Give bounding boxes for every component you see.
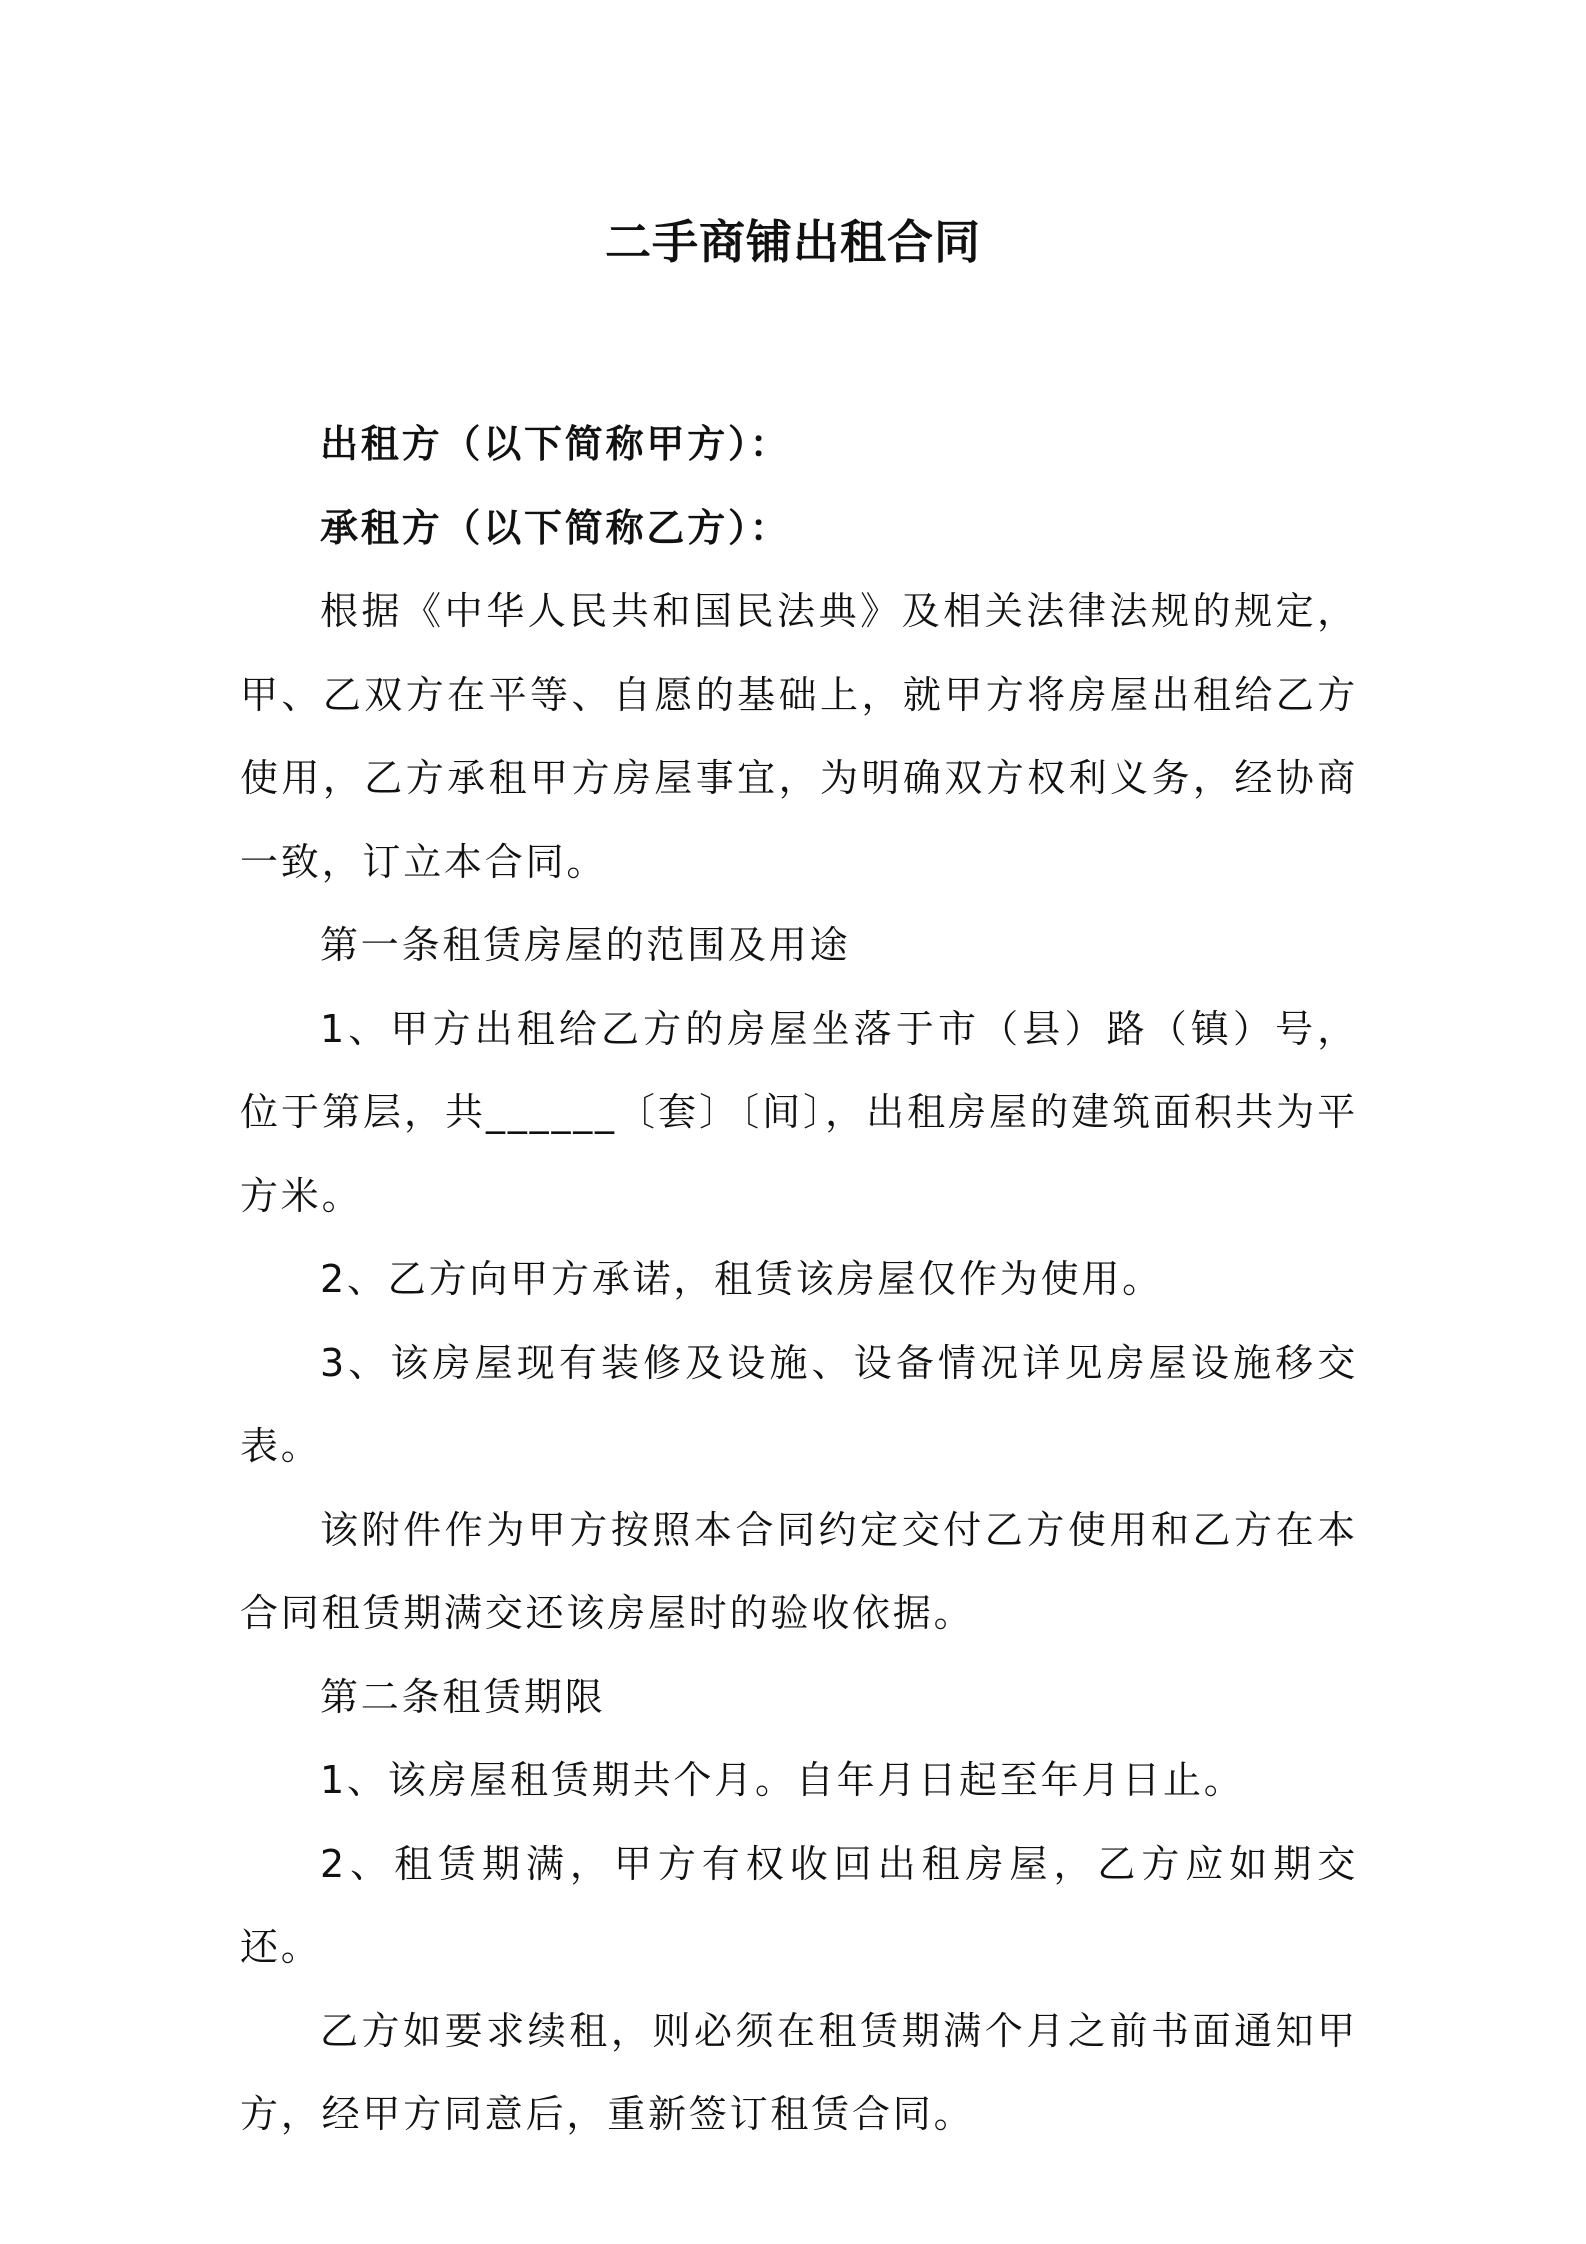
article-1-clause-1: 1、甲方出租给乙方的房屋坐落于市（县）路（镇）号，位于第层，共______〔套〕〔间〕，出租房屋的建筑面积共为平方米。 [240,1006,1358,1218]
article-2-clause-2: 2、租赁期满，甲方有权收回出租房屋，乙方应如期交还。 [240,1841,1358,1969]
article-1-heading: 第一条租赁房屋的范围及用途 [320,923,851,967]
lessee-line: 承租方（以下简称乙方）： [320,505,791,550]
renewal-paragraph: 乙方如要求续租，则必须在租赁期满个月之前书面通知甲方，经甲方同意后，重新签订租赁合同。 [240,2008,1358,2136]
article-1-clause-2: 2、乙方向甲方承诺，租赁该房屋仅作为使用。 [320,1257,1163,1301]
attachment-note-paragraph: 该附件作为甲方按照本合同约定交付乙方使用和乙方在本合同租赁期满交还该房屋时的验收依据。 [240,1507,1358,1635]
lessor-line: 出租方（以下简称甲方）： [320,422,791,466]
document-title: 二手商铺出租合同 [605,215,981,269]
article-2-clause-1: 1、该房屋租赁期共个月。自年月日起至年月日止。 [320,1758,1245,1802]
preamble-paragraph: 根据《中华人民共和国民法典》及相关法律法规的规定，甲、乙双方在平等、自愿的基础上，就甲方将房屋出租给乙方使用，乙方承租甲方房屋事宜，为明确双方权利义务，经协商一致，订立本合同。 [240,589,1358,884]
document-body [240,403,1358,2157]
article-2-heading: 第二条租赁期限 [320,1674,606,1719]
article-1-clause-3: 3、该房屋现有装修及设施、设备情况详见房屋设施移交表。 [240,1340,1358,1468]
